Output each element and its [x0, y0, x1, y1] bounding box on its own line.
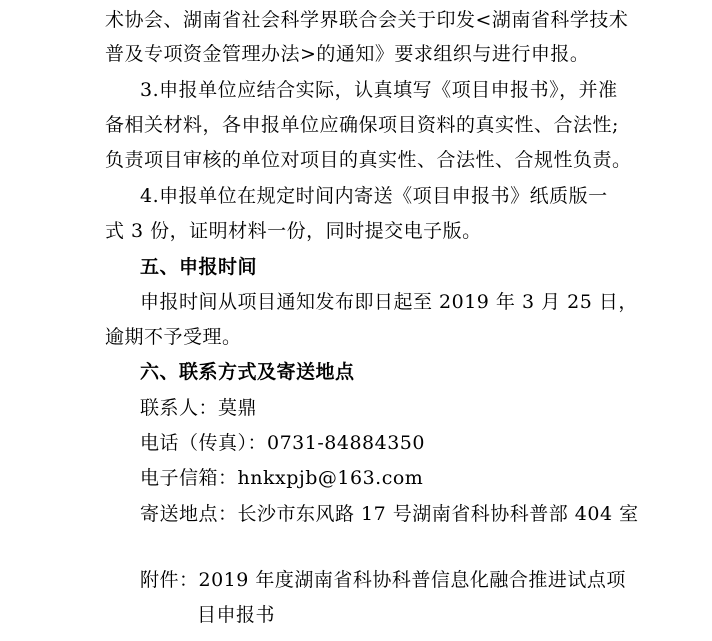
contact-person: 联系人：莫鼎: [140, 397, 258, 419]
section-heading-6: 六、联系方式及寄送地点: [140, 361, 355, 383]
mailing-address: 寄送地点：长沙市东风路 17 号湖南省科协科普部 404 室: [140, 503, 639, 525]
attachment-line: 目申报书: [197, 604, 276, 626]
paragraph-line: 式 3 份，证明材料一份，同时提交电子版。: [105, 220, 482, 242]
paragraph-line: 3.申报单位应结合实际，认真填写《项目申报书》，并准: [140, 79, 618, 101]
paragraph-line: 术协会、湖南省社会科学界联合会关于印发<湖南省科学技术: [105, 9, 629, 31]
attachment-line: 附件：2019 年度湖南省科协科普信息化融合推进试点项: [140, 569, 626, 591]
contact-phone: 电话（传真）：0731-84884350: [140, 432, 425, 454]
paragraph-line: 普及专项资金管理办法>的通知》要求组织与进行申报。: [105, 43, 590, 65]
section-heading-5: 五、申报时间: [140, 256, 258, 278]
paragraph-line: 备相关材料，各申报单位应确保项目资料的真实性、合法性;: [105, 114, 619, 136]
paragraph-line: 申报时间从项目通知发布即日起至 2019 年 3 月 25 日，: [140, 291, 638, 313]
paragraph-line: 逾期不予受理。: [105, 326, 242, 348]
paragraph-line: 4.申报单位在规定时间内寄送《项目申报书》纸质版一: [140, 185, 608, 207]
paragraph-line: 负责项目审核的单位对项目的真实性、合法性、合规性负责。: [105, 149, 632, 171]
contact-email: 电子信箱：hnkxpjb@163.com: [140, 467, 424, 489]
